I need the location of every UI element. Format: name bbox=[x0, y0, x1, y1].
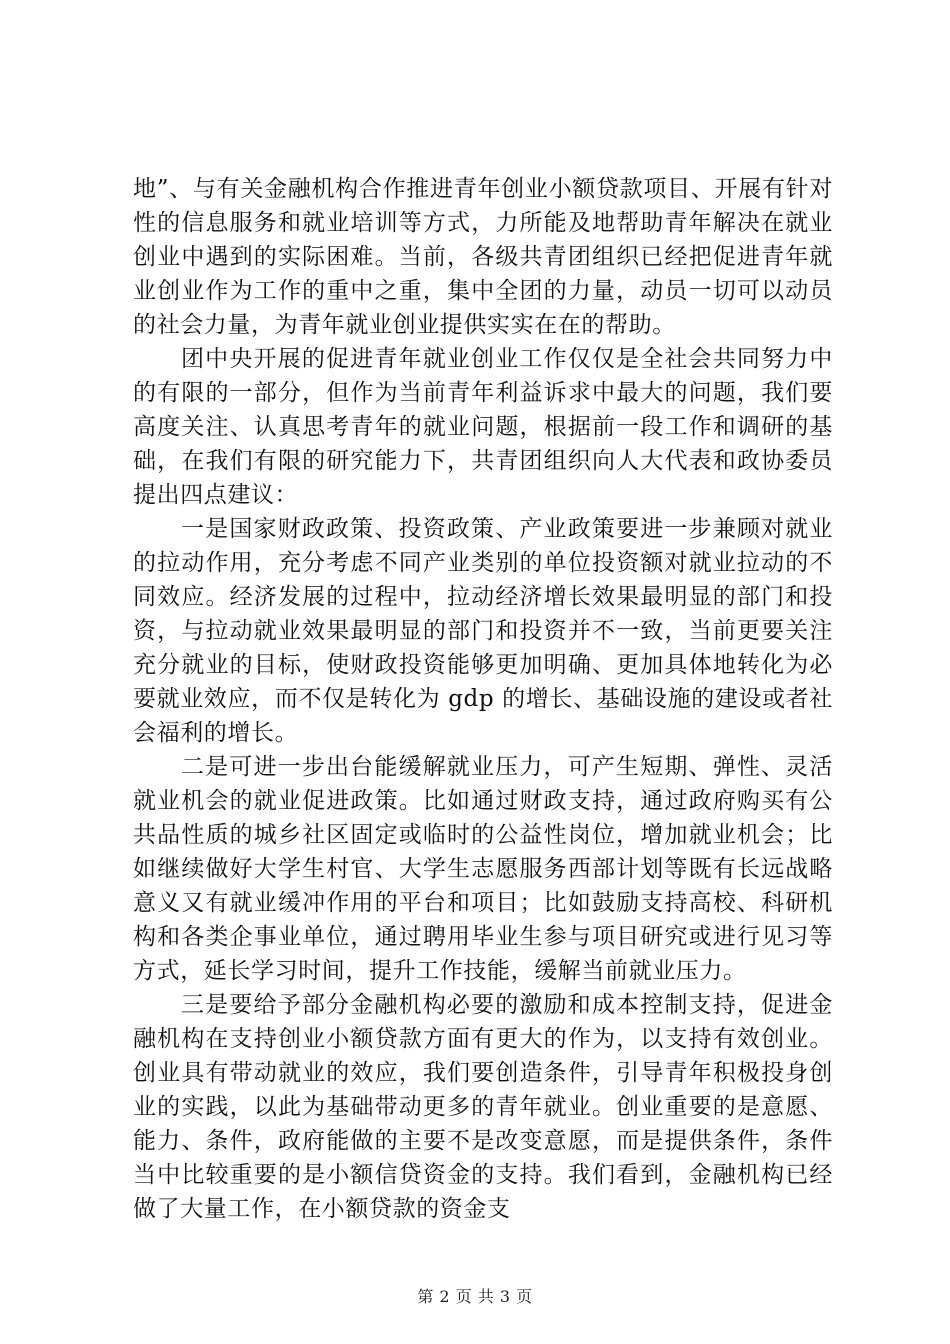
paragraph-4: 二是可进一步出台能缓解就业压力，可产生短期、弹性、灵活就业机会的就业促进政策。比如通过财政支持，通过政府购买有公共品性质的城乡社区固定或临时的公益性岗位，增加就业机会；比如继续做好大学生村官、大学生志愿服务西部计划等既有长远战略意义又有就业缓冲作用的平台和项目；比如鼓励支持高校、科研机构和各类企事业单位，通过聘用毕业生参与项目研究或进行见习等方式，延长学习时间，提升工作技能，缓解当前就业压力。 bbox=[133, 754, 833, 984]
paragraph-3: 一是国家财政政策、投资政策、产业政策要进一步兼顾对就业的拉动作用，充分考虑不同产业类别的单位投资额对就业拉动的不同效应。经济发展的过程中，拉动经济增长效果最明显的部门和投资，与拉动就业效果最明显的部门和投资并不一致，当前更要关注充分就业的目标，使财政投资能够更加明确、更加具体地转化为必要就业效应，而不仅是转化为 gdp 的增长、基础设施的建设或者社会福利的增长。 bbox=[133, 516, 833, 746]
paragraph-2: 团中央开展的促进青年就业创业工作仅仅是全社会共同努力中的有限的一部分，但作为当前青年利益诉求中最大的问题，我们要高度关注、认真思考青年的就业问题，根据前一段工作和调研的基础，在我们有限的研究能力下，共青团组织向人大代表和政协委员提出四点建议： bbox=[133, 346, 833, 508]
paragraph-1: 地”、与有关金融机构合作推进青年创业小额贷款项目、开展有针对性的信息服务和就业培训等方式，力所能及地帮助青年解决在就业创业中遇到的实际困难。当前，各级共青团组织已经把促进青年就业创业作为工作的重中之重，集中全团的力量，动员一切可以动员的社会力量，为青年就业创业提供实实在在的帮助。 bbox=[133, 176, 833, 338]
paragraph-5: 三是要给予部分金融机构必要的激励和成本控制支持，促进金融机构在支持创业小额贷款方面有更大的作为，以支持有效创业。创业具有带动就业的效应，我们要创造条件，引导青年积极投身创业的实践，以此为基础带动更多的青年就业。创业重要的是意愿、能力、条件，政府能做的主要不是改变意愿，而是提供条件，条件当中比较重要的是小额信贷资金的支持。我们看到，金融机构已经做了大量工作，在小额贷款的资金支 bbox=[133, 992, 833, 1222]
document-body bbox=[133, 172, 833, 1226]
page-number-footer: 第 2 页 共 3 页 bbox=[417, 1287, 533, 1306]
